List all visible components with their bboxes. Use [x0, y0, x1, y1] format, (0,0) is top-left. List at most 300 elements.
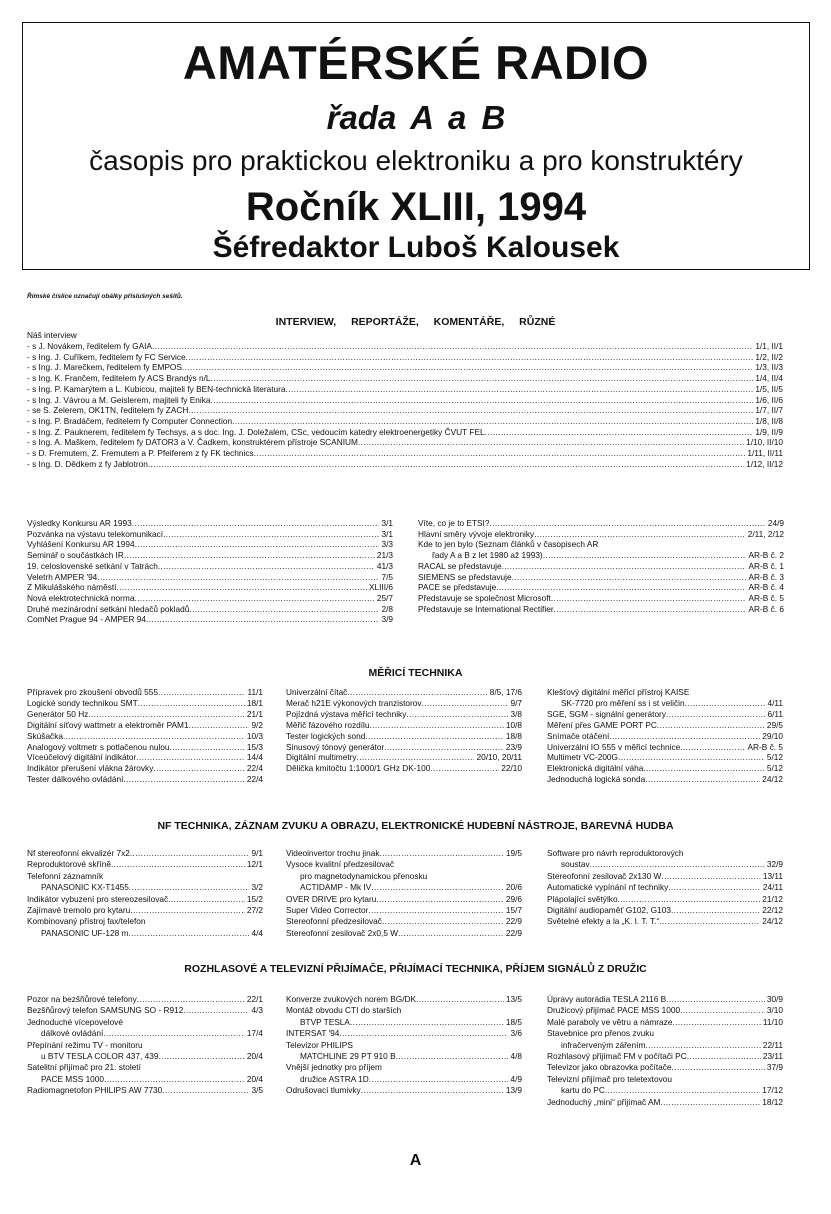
entry-title: - s Ing. D. Dědkem z fy Jablotron [27, 458, 148, 469]
entry-issue-ref: 8/5, 17/6 [489, 687, 522, 697]
index-entry [27, 720, 263, 730]
entry-title: Tester logických sond [286, 730, 366, 741]
index-entry [27, 709, 263, 719]
entry-issue-ref: 29/6 [505, 893, 522, 904]
dot-leader [158, 561, 375, 571]
entry-issue-ref: 18/8 [505, 730, 522, 741]
entry-title: infračerveným zářením [561, 1039, 646, 1050]
entry-title: Představuje se International Rectifier [418, 603, 554, 614]
index-entry [561, 1085, 783, 1095]
index-entry [41, 1074, 263, 1084]
entry-issue-ref: 2/11, 2/12 [747, 528, 784, 539]
dot-leader [496, 582, 746, 592]
dot-leader [211, 373, 754, 383]
index-entry [432, 550, 784, 560]
index-entry [547, 742, 783, 752]
entry-title: dálkové ovládání [41, 1028, 104, 1039]
entry-title: Reproduktorové skříně [27, 859, 111, 870]
index-entry [286, 687, 522, 697]
entry-issue-ref: 1/3, II/3 [755, 362, 783, 373]
dot-leader [502, 561, 747, 571]
entry-issue-ref: AR-B č. 3 [748, 571, 784, 582]
dot-leader [660, 1097, 760, 1107]
dot-leader [350, 1017, 504, 1027]
entry-title: Vyhlášení Konkursu AR 1994 [27, 539, 135, 550]
index-entry [27, 561, 393, 571]
entry-title: Tester dálkového ovládání [27, 774, 124, 785]
entry-issue-ref: 13/11 [762, 870, 783, 881]
dot-leader [554, 604, 747, 614]
section-heading-interview: INTERVIEW, REPORTÁŽE, KOMENTÁŘE, RŮZNÉ [275, 316, 556, 328]
entry-title: RACAL se představuje [418, 560, 502, 571]
dot-leader [661, 871, 760, 881]
entry-issue-ref: 30/9 [766, 994, 783, 1004]
dot-leader [430, 763, 499, 773]
entry-issue-ref: 21/12 [762, 893, 783, 904]
dot-leader [182, 362, 753, 372]
magazine-subtitle: časopis pro praktickou elektroniku a pro konstruktéry [89, 145, 743, 176]
entry-title: Multimetr VC-200G [547, 752, 619, 763]
entry-title: Rozhlasový přijímač FM v počítači PC [547, 1051, 687, 1061]
index-entry [27, 582, 393, 592]
entry-title: kartu do PC [561, 1085, 605, 1096]
entry-issue-ref: 11/10 [762, 1016, 783, 1027]
index-entry [418, 572, 784, 582]
dot-leader [186, 352, 754, 362]
dot-leader [183, 1005, 249, 1015]
entry-title: Nová elektrotechnická norma [27, 592, 135, 603]
entry-title: Světelné efekty a la „K. I. T. T.“ [547, 916, 660, 927]
dot-leader [124, 550, 375, 560]
entry-issue-ref: 3/5 [251, 1085, 263, 1096]
entry-issue-ref: 1/10, II/10 [746, 437, 783, 448]
index-entry [27, 742, 263, 752]
entry-title: PANASONIC KX-T1455 [41, 882, 129, 893]
index-entry-text: Vnější jednotky pro příjem [286, 1062, 382, 1073]
dot-leader [146, 614, 379, 624]
dot-leader [396, 1051, 509, 1061]
entry-issue-ref: 1/7, II/7 [755, 405, 783, 416]
dot-leader [158, 687, 245, 697]
index-entry [286, 763, 522, 773]
entry-title: Druhé mezinárodní setkání hledačů pokladů [27, 603, 190, 614]
dot-leader [152, 341, 753, 351]
entry-title: Super Video Corrector [286, 905, 369, 915]
dot-leader [672, 1017, 760, 1027]
entry-issue-ref: 24/9 [767, 518, 784, 528]
dot-leader [645, 774, 760, 784]
volume-year: Ročník XLIII, 1994 [245, 185, 587, 229]
entry-issue-ref: AR-B č. 5 [747, 741, 783, 752]
index-entry [27, 614, 393, 624]
dot-leader [485, 427, 754, 437]
index-entry [547, 774, 783, 784]
entry-title: - s Ing. K. Frančem, ředitelem fy ACS Brandýs n/L [27, 373, 211, 384]
index-entry [547, 731, 783, 741]
entry-title: Stereofonní předzesilovač [286, 916, 382, 927]
index-entry [41, 928, 263, 938]
entry-issue-ref: 1/4, II/4 [755, 373, 783, 384]
index-entry-text: Vysoce kvalitní předzesilovač [286, 859, 395, 870]
index-entry [41, 882, 263, 892]
index-entry [27, 405, 783, 415]
entry-title: Digitální multimetry [286, 752, 357, 763]
dot-leader [666, 994, 765, 1004]
index-entry [27, 774, 263, 784]
dot-leader [189, 720, 250, 730]
entry-issue-ref: 20/4 [246, 1051, 263, 1061]
index-entry [27, 437, 783, 447]
dot-leader [97, 572, 379, 582]
dot-leader [657, 720, 765, 730]
index-entry [27, 994, 263, 1004]
entry-issue-ref: 3/10 [766, 1005, 783, 1016]
entry-title: Radiomagnetofon PHILIPS AW 7730 [27, 1085, 163, 1096]
index-entry [27, 593, 393, 603]
dot-leader [211, 395, 754, 405]
index-entry [27, 752, 263, 762]
index-entry [547, 916, 783, 926]
dot-leader [618, 894, 761, 904]
index-entry [27, 1085, 263, 1095]
entry-title: Bezšňůrový telefon SAMSUNG SO - R912 [27, 1005, 184, 1016]
index-entry [27, 416, 783, 426]
index-entry [286, 1085, 522, 1095]
dot-leader [286, 384, 754, 394]
entry-title: SK-7720 pro měření ss i st veličin [561, 697, 685, 708]
entry-title: Zajímavé tremolo pro kytaru [27, 905, 131, 915]
index-entry [27, 459, 783, 469]
entry-issue-ref: 24/11 [762, 882, 783, 893]
entry-issue-ref: 1/11, II/11 [747, 448, 783, 458]
entry-issue-ref: 1/9, II/9 [755, 426, 783, 437]
dot-leader [369, 720, 503, 730]
entry-title: Digitální audiopaměť G102, G103 [547, 905, 671, 915]
entry-title: Hlavní směry vývoje elektroniky [418, 528, 535, 539]
dot-leader [406, 709, 508, 719]
entry-issue-ref: 5/12 [766, 752, 783, 763]
index-entry [27, 894, 263, 904]
entry-title: u BTV TESLA COLOR 437, 439 [41, 1051, 159, 1061]
index-entry [41, 1051, 263, 1061]
entry-issue-ref: XLIII/6 [369, 582, 393, 593]
dot-leader [347, 687, 487, 697]
dot-leader [365, 731, 504, 741]
interview-label: Náš interview [27, 330, 77, 340]
entry-issue-ref: 1/1, II/1 [755, 341, 783, 351]
dot-leader [188, 405, 753, 415]
index-entry [286, 709, 522, 719]
entry-title: Digitální síťový wattmetr a elektroměr PAM1 [27, 719, 189, 730]
index-entry [27, 395, 783, 405]
dot-leader [63, 731, 245, 741]
entry-issue-ref: 1/2, II/2 [755, 351, 783, 362]
entry-issue-ref: 4/11 [767, 697, 783, 708]
index-entry [561, 1040, 783, 1050]
dot-leader [153, 763, 244, 773]
entry-issue-ref: 29/10 [762, 730, 783, 741]
dot-leader [136, 752, 245, 762]
entry-issue-ref: 1/8, II/8 [755, 415, 783, 426]
entry-title: Pozor na bezšňůrové telefony [27, 994, 137, 1004]
entry-issue-ref: 22/4 [246, 774, 263, 785]
index-entry-text: Televizor PHILIPS [286, 1039, 353, 1050]
entry-issue-ref: 15/3 [246, 741, 263, 752]
dot-leader [358, 437, 744, 447]
entry-issue-ref: 9/1 [251, 848, 263, 858]
dot-leader [371, 882, 504, 892]
entry-issue-ref: 21/1 [246, 708, 263, 719]
entry-title: ACTIDAMP - Mk IV [300, 882, 372, 893]
entry-issue-ref: 3/3 [381, 539, 393, 550]
entry-title: Generátor 50 Hz [27, 708, 89, 719]
entry-title: Víceúčelový digitální indikátor [27, 752, 137, 763]
entry-title: Indikátor vybuzení pro stereozesilovač [27, 893, 169, 904]
entry-issue-ref: 17/12 [762, 1085, 783, 1096]
dot-leader [129, 882, 250, 892]
entry-issue-ref: 4/8 [510, 1051, 522, 1061]
dot-leader [168, 894, 245, 904]
entry-title: - s Ing. J. Cuříkem, ředitelem fy FC Service [27, 351, 186, 362]
dot-leader [357, 752, 475, 762]
dot-leader [148, 459, 744, 469]
dot-leader [116, 582, 367, 592]
dot-leader [128, 928, 249, 938]
entry-issue-ref: 18/5 [505, 1016, 522, 1027]
dot-leader [671, 905, 760, 915]
entry-title: družice ASTRA 1D [300, 1073, 369, 1084]
page-letter: A [409, 1152, 422, 1169]
entry-issue-ref: 13/9 [505, 1085, 522, 1096]
entry-issue-ref: 18/12 [762, 1096, 783, 1107]
entry-issue-ref: 2/8 [381, 603, 393, 614]
dot-leader [368, 905, 503, 915]
index-entry [286, 731, 522, 741]
index-entry [547, 763, 783, 773]
index-entry [27, 1005, 263, 1015]
index-entry [41, 1028, 263, 1038]
entry-title: Z Mikulášského náměstí [27, 582, 117, 593]
dot-leader [543, 550, 747, 560]
dot-leader [398, 928, 504, 938]
entry-issue-ref: 37/9 [766, 1062, 783, 1073]
entry-issue-ref: 13/5 [505, 994, 522, 1004]
index-entry [300, 882, 522, 892]
dot-leader [254, 448, 746, 458]
index-entry-text: Televizní přijímač pro teletextovou [547, 1073, 672, 1084]
entry-issue-ref: 15/7 [505, 905, 522, 915]
entry-title: Seminář o součástkách IR [27, 550, 124, 561]
entry-title: Odrušovací tlumivky [286, 1085, 361, 1096]
entry-issue-ref: 3/1 [381, 518, 393, 528]
index-entry [27, 698, 263, 708]
entry-title: INTERSAT '94 [286, 1028, 340, 1039]
dot-leader [137, 994, 245, 1004]
index-entry [286, 1028, 522, 1038]
dot-leader [590, 859, 765, 869]
dot-leader [232, 416, 753, 426]
index-entry [300, 1074, 522, 1084]
index-entry [286, 742, 522, 752]
index-entry [27, 572, 393, 582]
entry-title: Dělička kmitočtu 1:1000/1 GHz DK-100 [286, 763, 431, 774]
index-entry [27, 763, 263, 773]
entry-title: Stereofonní zesilovač 2x130 W [547, 870, 662, 881]
dot-leader [170, 742, 245, 752]
index-entry-text: Stavebnice pro přenos zvuku [547, 1028, 655, 1039]
entry-title: Měření přes GAME PORT PC [547, 719, 657, 730]
index-entry [547, 1017, 783, 1027]
index-entry [27, 848, 263, 858]
index-entry [286, 720, 522, 730]
dot-leader [618, 752, 765, 762]
dot-leader [680, 742, 745, 752]
entry-issue-ref: 4/3 [251, 1005, 263, 1016]
entry-title: Nf stereofonní ekvalizér 7x2 [27, 848, 130, 858]
index-entry [300, 1017, 522, 1027]
entry-title: Výsledky Konkursu AR 1993 [27, 518, 132, 528]
index-entry [547, 894, 783, 904]
section-heading-measurement: MĚŘICÍ TECHNIKA [368, 667, 463, 679]
entry-issue-ref: 4/9 [510, 1073, 522, 1084]
index-entry [27, 373, 783, 383]
entry-issue-ref: 9/2 [251, 719, 263, 730]
entry-issue-ref: 3/9 [381, 614, 393, 625]
entry-issue-ref: 22/11 [762, 1039, 783, 1050]
entry-issue-ref: 15/2 [246, 893, 263, 904]
entry-title: - s Ing. P. Bradáčem, ředitelem fy Computer Connection [27, 415, 233, 426]
entry-title: Měřič fázového rozdílu [286, 719, 370, 730]
index-entry [547, 882, 783, 892]
entry-title: soustav [561, 859, 590, 870]
index-entry [547, 871, 783, 881]
index-entry [27, 859, 263, 869]
entry-title: Logické sondy technikou SMT [27, 697, 138, 708]
index-entry [547, 1005, 783, 1015]
dot-leader [88, 709, 245, 719]
index-entry [27, 427, 783, 437]
entry-issue-ref: 3/6 [510, 1028, 522, 1039]
entry-title: Jednoduchá logická sonda [547, 774, 646, 785]
index-entry [286, 928, 522, 938]
index-entry-text: Kombinovaný přístroj fax/telefon [27, 916, 146, 927]
entry-title: Malé paraboly ve větru a námraze [547, 1016, 673, 1027]
entry-title: Představuje se společnost Microsoft [418, 592, 551, 603]
entry-title: Družicový přijímač PACE MSS 1000 [547, 1005, 681, 1016]
dot-leader [189, 604, 379, 614]
entry-title: BTVP TESLA [300, 1016, 350, 1027]
entry-issue-ref: 23/11 [762, 1051, 783, 1061]
entry-issue-ref: AR-B č. 5 [748, 592, 784, 603]
index-entry [418, 604, 784, 614]
entry-issue-ref: 3/2 [251, 882, 263, 893]
dot-leader [680, 1005, 765, 1015]
entry-issue-ref: AR-B č. 1 [748, 560, 784, 571]
index-entry [547, 1097, 783, 1107]
entry-title: - s J. Novákem, ředitelem fy GAIA [27, 341, 152, 351]
index-entry [418, 593, 784, 603]
dot-leader [132, 518, 380, 528]
dot-leader [645, 1040, 760, 1050]
entry-title: PACE se představuje [418, 582, 497, 593]
dot-leader [685, 698, 766, 708]
section-heading-receivers: ROZHLASOVÉ A TELEVIZNÍ PŘIJÍMAČE, PŘIJÍMACÍ TECHNIKA, PŘÍJEM SIGNÁLŮ Z DRUŽIC [184, 963, 647, 975]
index-entry [547, 1051, 783, 1061]
dot-leader [659, 916, 760, 926]
index-entry [547, 752, 783, 762]
entry-issue-ref: 11/1 [247, 687, 263, 697]
entry-issue-ref: 22/9 [505, 927, 522, 938]
entry-issue-ref: 10/8 [505, 719, 522, 730]
dot-leader [162, 1085, 249, 1095]
entry-issue-ref: 3/8 [510, 708, 522, 719]
dot-leader [666, 709, 765, 719]
entry-issue-ref: 1/6, II/6 [755, 394, 783, 405]
entry-title: Jednoduchý „mini“ přijímač AM [547, 1096, 661, 1107]
dot-leader [369, 1074, 509, 1084]
entry-title: Pojízdná výstava měřicí techniky [286, 708, 407, 719]
entry-title: SGE, SGM - signální generátory [547, 708, 666, 719]
index-entry [286, 894, 522, 904]
entry-title: řady A a B z let 1980 až 1993) [432, 550, 543, 561]
dot-leader [134, 593, 374, 603]
entry-title: Stereofonní zesilovač 2x0,5 W [286, 927, 399, 938]
entry-title: 19. celoslovenské setkání v Tatrách [27, 560, 158, 571]
entry-issue-ref: 1/12, II/12 [746, 458, 783, 469]
entry-issue-ref: 22/9 [505, 916, 522, 927]
dot-leader [382, 916, 504, 926]
entry-title: MATCHLINE 29 PT 910 B [300, 1051, 396, 1061]
dot-leader [104, 1074, 245, 1084]
index-entry-text: Kde to jen bylo (Seznam článků v časopisech AR [418, 539, 599, 550]
index-entry [27, 518, 393, 528]
dot-leader [111, 859, 245, 869]
index-entry [27, 905, 263, 915]
dot-leader [138, 698, 245, 708]
entry-issue-ref: 17/4 [246, 1028, 263, 1039]
index-entry-text: Montáž obvodu CTI do starších [286, 1005, 402, 1016]
dot-leader [103, 1028, 245, 1038]
dot-leader [416, 994, 504, 1004]
index-entry [547, 709, 783, 719]
index-entry [27, 550, 393, 560]
entry-title: Merač h21E výkonových tranzistorov [286, 697, 422, 708]
index-entry [27, 448, 783, 458]
entry-title: Víte, co je to ETSI? [418, 518, 490, 528]
entry-issue-ref: 19/5 [505, 848, 522, 858]
entry-issue-ref: AR-B č. 6 [748, 603, 784, 614]
entry-issue-ref: 24/12 [762, 916, 783, 927]
entry-issue-ref: 1/5, II/5 [755, 383, 783, 394]
dot-leader [672, 1062, 765, 1072]
index-entry [547, 1062, 783, 1072]
index-entry [27, 687, 263, 697]
index-entry [27, 529, 393, 539]
index-entry [286, 994, 522, 1004]
index-entry [286, 698, 522, 708]
dot-leader [163, 529, 379, 539]
index-entry [286, 905, 522, 915]
index-entry [27, 731, 263, 741]
entry-issue-ref: 7/5 [381, 571, 393, 582]
index-entry [300, 1051, 522, 1061]
roman-numerals-note: Římské číslice označují obálky příslušných sešitů. [27, 293, 183, 300]
entry-title: Televizor jako obrazovka počítače [547, 1062, 672, 1073]
entry-title: Univerzální čítač [286, 687, 348, 697]
chief-editor: Šéfredaktor Luboš Kalousek [212, 231, 620, 264]
index-entry [561, 859, 783, 869]
dot-leader [489, 518, 765, 528]
